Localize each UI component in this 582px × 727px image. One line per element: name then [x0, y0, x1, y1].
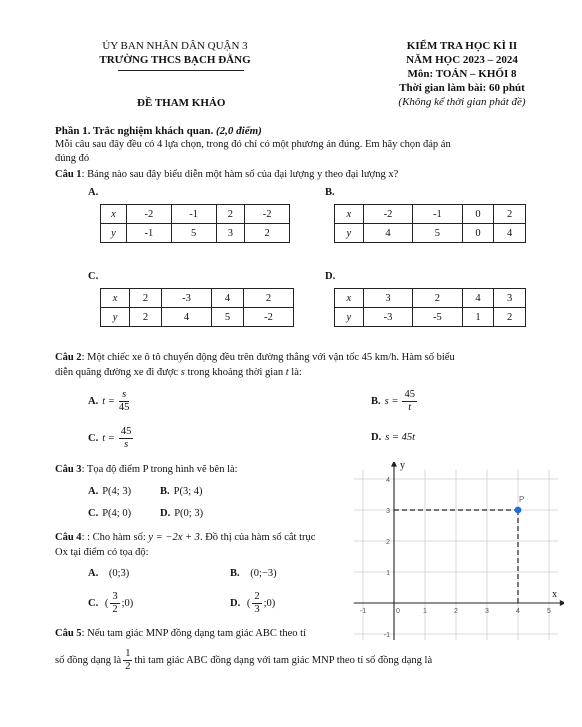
exam-title: KIỂM TRA HỌC KÌ II — [406, 40, 518, 52]
q2-var-t: t — [285, 367, 289, 378]
formula-lhs: s = — [384, 396, 399, 407]
formula: s = 45t — [385, 432, 416, 443]
q4-option-b — [230, 568, 277, 579]
x-tick-label: 3 — [485, 608, 489, 615]
table-cell: 4 — [462, 289, 494, 308]
table-cell: 3 — [494, 289, 526, 308]
table-cell: x — [335, 205, 364, 224]
option-paren-open: ( — [246, 598, 251, 609]
table-row — [335, 224, 526, 243]
q1-table-a — [100, 204, 290, 243]
question-5-label: Câu 5 — [55, 628, 82, 639]
table-cell: 2 — [245, 224, 290, 243]
table-cell: -3 — [363, 308, 412, 327]
table-cell: -1 — [171, 205, 216, 224]
table-cell: 4 — [363, 224, 412, 243]
table-cell: 3 — [363, 289, 412, 308]
question-5-text: : Nếu tam giác MNP đồng dạng tam giác ABC theo tỉ — [81, 628, 307, 639]
table-cell: 2 — [413, 289, 462, 308]
duration: Thời gian làm bài: 60 phút — [399, 82, 525, 94]
table-cell: -2 — [127, 205, 172, 224]
table-row — [335, 289, 526, 308]
table-row — [101, 308, 294, 327]
option-letter: A. — [88, 486, 99, 497]
q4-option-d — [230, 591, 275, 616]
fraction-numerator: 1 — [125, 648, 131, 659]
option-letter: C. — [88, 433, 99, 444]
option-letter: D. — [371, 432, 382, 443]
origin-label: 0 — [396, 608, 400, 615]
part1-intro-line2: đúng đó — [55, 153, 90, 164]
table-cell: 4 — [494, 224, 526, 243]
q2-option-a — [88, 389, 129, 414]
option-letter: B. — [230, 568, 240, 579]
fraction — [110, 591, 119, 616]
q2-line2-b: trong khoảng thời gian — [184, 367, 286, 378]
q1-table-b — [334, 204, 526, 243]
q3-option-b — [160, 486, 203, 497]
table-cell: y — [335, 308, 364, 327]
option-letter: A. — [88, 568, 99, 579]
question-3-label: Câu 3 — [55, 464, 82, 475]
x-tick-label: 4 — [516, 608, 520, 615]
table-cell: -2 — [363, 205, 412, 224]
question-1-text: : Bảng nào sau đây biểu diễn một hàm số của đại lượng y theo đại lượng x? — [81, 169, 399, 180]
fraction-numerator: s — [119, 389, 130, 402]
fraction-denominator: s — [124, 439, 129, 450]
question-2-line1 — [55, 352, 455, 363]
q1-table-d — [334, 288, 526, 327]
table-cell: -2 — [245, 205, 290, 224]
fraction — [402, 389, 417, 414]
x-tick-label: 2 — [454, 608, 458, 615]
q2-line2-c: là: — [288, 367, 302, 378]
question-3-text: : Tọa độ điểm P trong hình vẽ bên là: — [81, 464, 238, 475]
table-cell: 2 — [244, 289, 294, 308]
table-cell: 1 — [462, 308, 494, 327]
q1-table-c — [100, 288, 294, 327]
option-letter: D. — [160, 508, 171, 519]
y-tick-label: -1 — [383, 632, 390, 639]
q5-line2-b: thì tam giác ABC đồng dạng với tam giác MNP theo tỉ số đồng dạng là — [134, 655, 433, 666]
option-text: P(4; 3) — [102, 486, 132, 497]
duration-note: (Không kể thời gian phát đề) — [398, 96, 526, 108]
table-cell: 2 — [216, 205, 245, 224]
table-row — [101, 224, 290, 243]
q2-option-b — [371, 389, 417, 414]
fraction-denominator: t — [408, 402, 412, 413]
question-3 — [55, 464, 238, 475]
question-1 — [55, 169, 398, 180]
table-cell: y — [101, 224, 127, 243]
table-cell: 5 — [212, 308, 244, 327]
option-text: P(3; 4) — [173, 486, 203, 497]
doc-type: ĐỀ THAM KHẢO — [137, 97, 226, 109]
table-cell: 5 — [413, 224, 462, 243]
q1-option-b-letter: B. — [325, 187, 335, 198]
option-letter: C. — [88, 598, 99, 609]
y-axis-label: y — [400, 462, 405, 472]
x-tick-label: 5 — [547, 608, 551, 615]
fraction — [252, 591, 261, 616]
district-committee: ỦY BAN NHÂN DÂN QUẬN 3 — [102, 40, 248, 52]
fraction — [123, 648, 132, 673]
fraction-denominator: 2 — [112, 604, 118, 615]
question-4-text-b: . Đồ thị của hàm số cắt trục — [199, 532, 316, 543]
q3-option-d — [160, 508, 203, 519]
y-axis-arrow-icon — [391, 462, 397, 467]
q4-option-a — [88, 568, 129, 579]
fraction-numerator: 45 — [404, 389, 415, 400]
coordinate-graph — [352, 462, 564, 640]
table-cell: 2 — [130, 289, 162, 308]
option-letter: A. — [88, 396, 99, 407]
table-cell: x — [101, 205, 127, 224]
y-tick-label: 4 — [386, 477, 390, 484]
table-cell: 2 — [494, 308, 526, 327]
y-tick-label: 2 — [386, 539, 390, 546]
option-letter: B. — [160, 486, 170, 497]
question-5-line2 — [55, 648, 432, 673]
option-text: P(4; 0) — [102, 508, 132, 519]
q1-option-a-letter: A. — [88, 187, 99, 198]
fraction — [119, 389, 130, 414]
fraction-numerator: 45 — [120, 426, 132, 437]
part1-heading — [55, 125, 262, 137]
x-axis-label: x — [552, 589, 558, 600]
question-4-line1 — [55, 532, 315, 543]
question-2-line2 — [55, 367, 302, 378]
q1-option-c-letter: C. — [88, 271, 99, 282]
table-row — [101, 205, 290, 224]
q1-option-d-letter: D. — [325, 271, 336, 282]
option-letter: C. — [88, 508, 99, 519]
option-text: P(0; 3) — [174, 508, 204, 519]
formula-lhs: t = — [102, 433, 115, 444]
fraction-numerator: 2 — [254, 591, 260, 602]
table-cell: -5 — [413, 308, 462, 327]
q3-option-a — [88, 486, 131, 497]
graph-axes — [354, 462, 564, 640]
table-cell: 4 — [212, 289, 244, 308]
subject: Môn: TOÁN – KHỐI 8 — [407, 68, 517, 80]
q4-option-c — [88, 591, 133, 616]
question-1-label: Câu 1 — [55, 169, 82, 180]
x-tick-label: 1 — [423, 608, 427, 615]
part1-intro-line1: Mỗi câu sau đây đều có 4 lựa chọn, trong đó chỉ có một phương án đúng. Em hãy chọn đáp án — [55, 139, 451, 150]
table-cell: 2 — [130, 308, 162, 327]
q4-equation: y = −2x + 3 — [148, 532, 200, 543]
school-year: NĂM HỌC 2023 – 2024 — [406, 54, 518, 66]
table-cell: -3 — [162, 289, 212, 308]
table-cell: 5 — [171, 224, 216, 243]
point-p-marker — [515, 507, 522, 514]
table-cell: y — [101, 308, 130, 327]
question-5-line1 — [55, 628, 306, 639]
school-name: TRƯỜNG THCS BẠCH ĐẰNG — [99, 54, 251, 66]
question-4-line2: Ox tại điểm có tọa độ: — [55, 547, 149, 558]
y-tick-label: 3 — [386, 508, 390, 515]
table-cell: 2 — [494, 205, 526, 224]
option-text: (0;3) — [108, 568, 130, 579]
table-cell: x — [335, 289, 364, 308]
option-paren-open: ( — [104, 598, 109, 609]
table-cell: -1 — [413, 205, 462, 224]
table-cell: 0 — [462, 224, 494, 243]
question-2-text: : Một chiếc xe ô tô chuyển động đều trên đường thẳng với vận tốc 45 km/h. Hàm số biểu — [81, 352, 455, 363]
option-letter: B. — [371, 396, 381, 407]
fraction-denominator: 3 — [254, 604, 260, 615]
x-tick-label: -1 — [359, 608, 367, 615]
fraction — [119, 426, 134, 451]
formula-lhs: t = — [102, 396, 115, 407]
q2-var-s: s — [180, 367, 185, 378]
table-cell: 4 — [162, 308, 212, 327]
q5-line2-a: số đồng dạng là — [55, 655, 122, 666]
q2-option-d — [371, 432, 415, 443]
table-row — [335, 205, 526, 224]
x-axis-arrow-icon — [560, 600, 564, 606]
question-4-label: Câu 4 — [55, 532, 82, 543]
table-cell: x — [101, 289, 130, 308]
option-letter: D. — [230, 598, 241, 609]
point-p-label: P — [519, 495, 525, 504]
table-cell: y — [335, 224, 364, 243]
table-cell: -1 — [127, 224, 172, 243]
question-4-text-a: : : Cho hàm số: — [81, 532, 149, 543]
fraction-denominator: 2 — [125, 661, 131, 672]
question-2-label: Câu 2 — [55, 352, 82, 363]
fraction-numerator: 3 — [112, 591, 118, 602]
part1-points: (2,0 điểm) — [215, 125, 262, 137]
option-paren-close: ;0) — [263, 598, 276, 609]
table-row — [335, 308, 526, 327]
table-row — [101, 289, 294, 308]
q2-line2-a: diễn quãng đường xe đi được — [55, 367, 181, 378]
option-text: (0;−3) — [250, 568, 277, 579]
table-cell: 0 — [462, 205, 494, 224]
q2-option-c — [88, 426, 133, 451]
y-tick-label: 1 — [386, 570, 390, 577]
part1-title: Phần 1. Trắc nghiệm khách quan. — [55, 125, 214, 137]
q3-option-c — [88, 508, 131, 519]
fraction-denominator: 45 — [118, 402, 130, 413]
option-paren-close: ;0) — [121, 598, 134, 609]
school-underline — [118, 70, 244, 71]
table-cell: 3 — [216, 224, 245, 243]
table-cell: -2 — [244, 308, 294, 327]
